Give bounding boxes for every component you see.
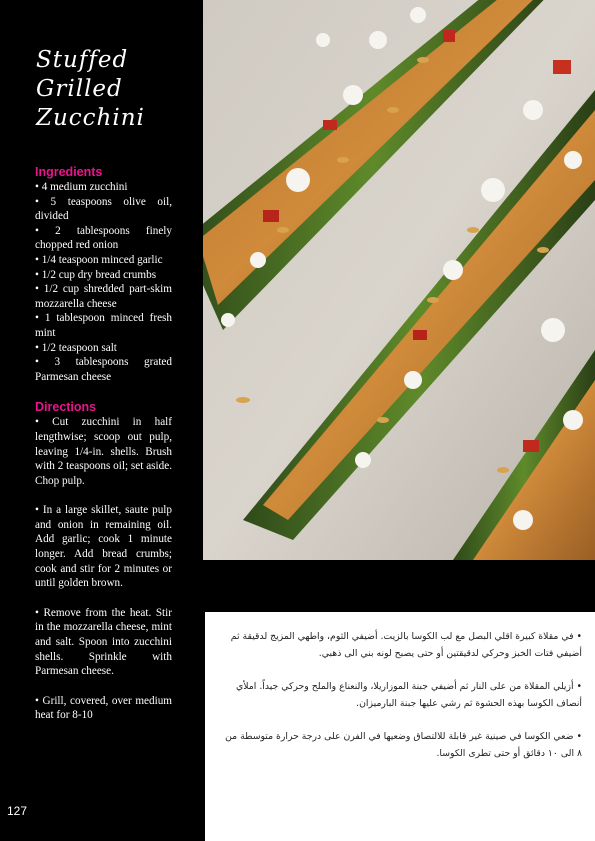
page-number: 127 — [7, 804, 28, 818]
ingredient-item: • 1/2 teaspoon salt — [35, 341, 117, 354]
ingredients-heading: Ingredients — [35, 165, 103, 179]
title-line-3: Zucchini — [36, 105, 145, 131]
ingredient-item: • 4 medium zucchini — [35, 181, 128, 193]
direction-step: • Cut zucchini in half lengthwise; scoop out pulp, leaving 1/4-in. shells. Brush with 2 teaspoons oil; set aside. Chop pulp. — [35, 416, 172, 487]
arabic-paragraph: • ضعي الكوسا في صينية غير قابلة للالتصاق وضعيها في الفرن على درجة حرارة متوسطة من ٨ الى ١٠ دقائق أو حتى تطرى الكوسا. — [225, 731, 582, 759]
arabic-panel — [205, 612, 595, 841]
zucchini-photo — [203, 0, 595, 560]
recipe-title — [36, 46, 196, 133]
ingredient-item: • 1/2 cup dry bread crumbs — [35, 268, 157, 281]
ingredient-item: • 5 teaspoons olive oil, divided — [35, 195, 172, 223]
direction-step: • In a large skillet, saute pulp and onion in remaining oil. Add garlic; cook 1 minute longer. Add bread crumbs; cook and stir for 2 minutes or until golden brown. — [35, 504, 172, 590]
title-line-1: Stuffed — [36, 47, 129, 73]
ingredient-item: • 1 tablespoon minced fresh mint — [35, 312, 172, 339]
title-line-2: Grilled — [36, 76, 123, 102]
directions-section — [35, 400, 172, 723]
left-column — [0, 0, 205, 841]
ingredient-item: • 1/2 cup shredded part-skim mozzarella cheese — [35, 283, 172, 310]
arabic-paragraph: • في مقلاة كبيرة اقلي البصل مع لب الكوسا بالزيت. أضيفي الثوم، واطهي المزيج لدقيقة ثم أضيفي فتات الخبز وحركي لدقيقتين أو حتى يصبح لونه بني الى ذهبي. — [230, 631, 582, 659]
arabic-paragraph: • أزيلي المقلاة من على النار ثم أضيفي جبنة الموزاريلا، والنعناع والملح وحركي جيداً. املأي أنصاف الكوسا بهذه الحشوة ثم رشي عليها جبنة البارميزان. — [235, 681, 582, 709]
arabic-directions — [221, 628, 582, 778]
direction-step: • Remove from the heat. Stir in the mozzarella cheese, mint and salt. Spoon into zucchini shells. Sprinkle with Parmesan cheese. — [35, 606, 172, 678]
ingredients-list — [35, 180, 172, 384]
food-illustration — [203, 0, 595, 560]
ingredient-item: • 1/4 teaspoon minced garlic — [35, 253, 163, 266]
directions-heading: Directions — [35, 400, 97, 415]
recipe-content — [35, 165, 172, 738]
divider-band — [205, 560, 595, 612]
ingredient-item: • 2 tablespoons finely chopped red onion — [35, 224, 172, 252]
ingredient-item: • 3 tablespoons grated Parmesan cheese — [35, 356, 172, 383]
direction-step: • Grill, covered, over medium heat for 8-10 — [35, 694, 172, 722]
